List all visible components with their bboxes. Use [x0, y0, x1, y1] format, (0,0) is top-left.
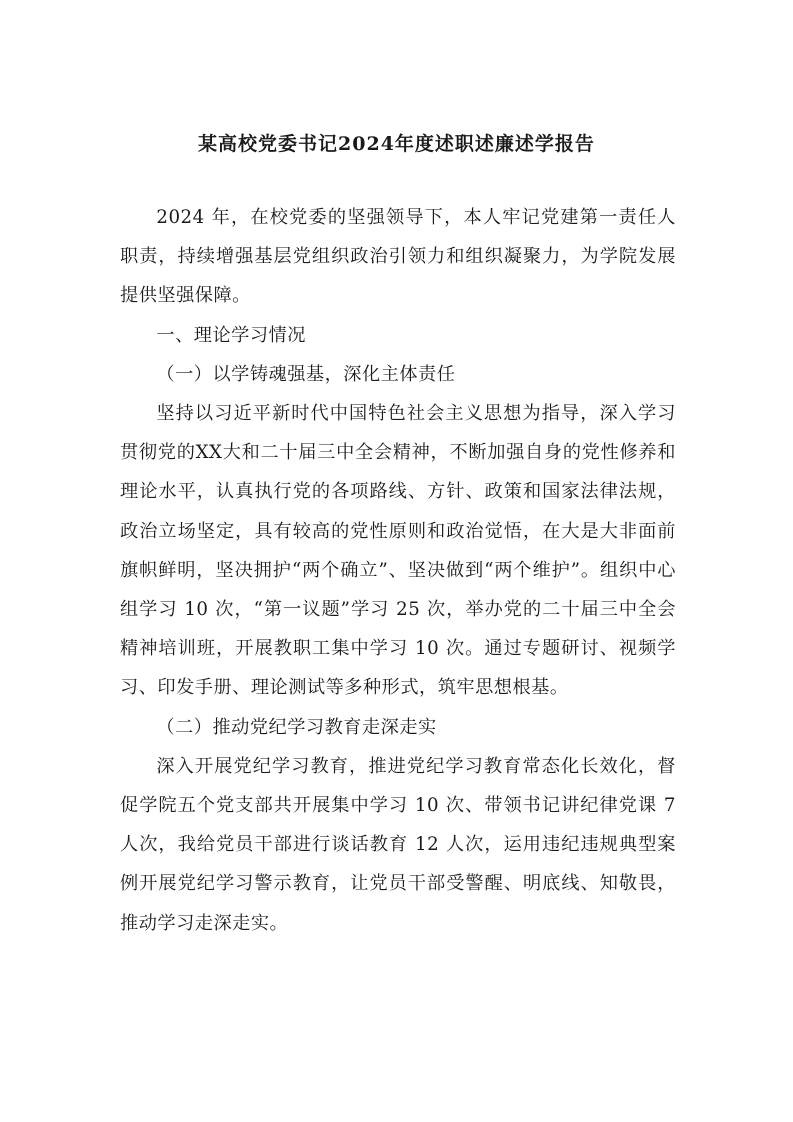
body-paragraph-1: 坚持以习近平新时代中国特色社会主义思想为指导，深入学习贯彻党的XX大和二十届三中全会精神，不断加强自身的党性修养和理论水平，认真执行党的各项路线、方针、政策和国家法律法规，政治立场坚定，具有较高的党性原则和政治觉悟，在大是大非面前旗帜鲜明，坚决拥护“两个确立”、坚决做到“两个维护”。组织中心组学习 10 次，“第一议题”学习 25 次，举办党的二十届三中全会精神培训班，开展教职工集中学习 10 次。通过专题研讨、视频学习、印发手册、理论测试等多种形式，筑牢思想根基。 [120, 403, 676, 699]
subsection-heading-1: （一）以学铸魂强基，深化主体责任 [156, 363, 456, 385]
document-body [120, 198, 676, 943]
document-title: 某高校党委书记2024年度述职述廉述学报告 [198, 133, 595, 155]
body-paragraph-2: 深入开展党纪学习教育，推进党纪学习教育常态化长效化，督促学院五个党支部共开展集中学习 10 次、带领书记讲纪律党课 7 人次，我给党员干部进行谈话教育 12 人次，运用违纪违规典型案例开展党纪学习警示教育，让党员干部受警醒、明底线、知敬畏，推动学习走深走实。 [120, 755, 676, 934]
subsection-heading-2: （二）推动党纪学习教育走深走实 [156, 716, 437, 738]
section-heading-theory-study: 一、理论学习情况 [156, 324, 306, 346]
intro-paragraph: 2024 年，在校党委的坚强领导下，本人牢记党建第一责任人职责，持续增强基层党组织政治引领力和组织凝聚力，为学院发展提供坚强保障。 [120, 207, 676, 307]
